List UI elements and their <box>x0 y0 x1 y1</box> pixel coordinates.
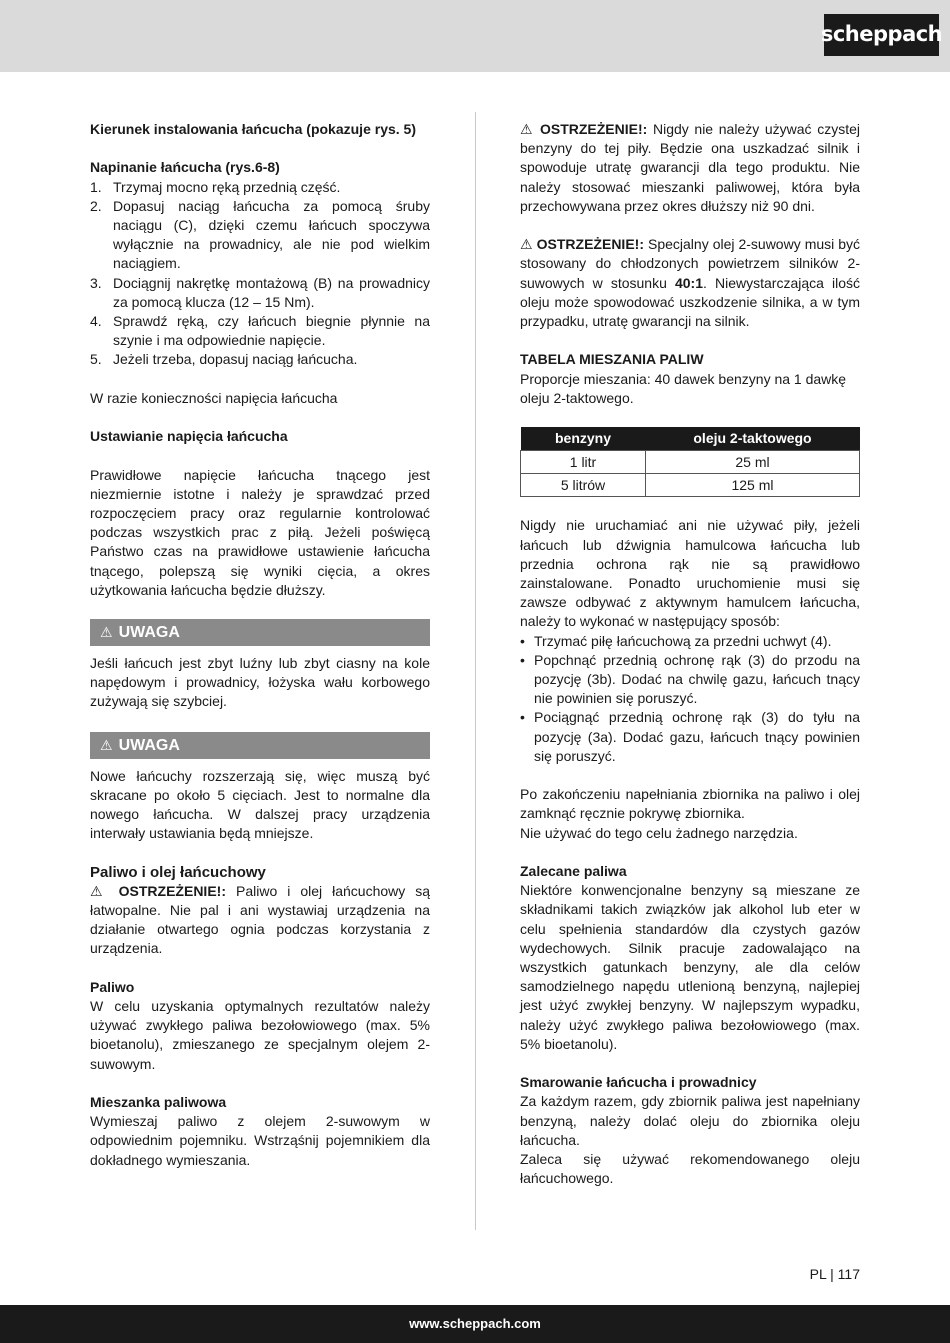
table-header-row <box>521 427 860 451</box>
heading-setting-tension: Ustawianie napięcia łańcucha <box>90 428 288 445</box>
paragraph-mix-ratio: Proporcje mieszania: 40 dawek benzyny na 1 dawkę oleju 2-taktowego. <box>520 370 847 406</box>
list-item: 4. Sprawdź ręką, czy łańcuch biegnie płynnie na szynie i ma odpowiednie napięcie. <box>90 313 430 349</box>
list-item: • Popchnąć przednią ochronę rąk (3) do przodu na pozycję (3b). Dodać na chwilę gazu, łańcuch tnący nie powinien się poruszyć. <box>520 651 860 707</box>
table-cell: 1 litr <box>521 451 646 474</box>
heading-recommended-fuel: Zalecane paliwa <box>520 863 627 880</box>
list-item: 5. Jeżeli trzeba, dopasuj naciąg łańcucha. <box>90 351 358 368</box>
warning-triangle-icon: ⚠ <box>520 121 535 137</box>
page-number: PL | 117 <box>809 1266 860 1282</box>
paragraph-uwaga-2: Nowe łańcuchy rozszerzają się, więc muszą być skracane po około 5 cięciach. Jest to normalne dla nowego łańcucha. W dalszej pracy urządzenia interwały ustawiania będą mniejsze. <box>90 767 430 842</box>
start-steps <box>520 632 860 766</box>
left-column <box>90 120 430 1170</box>
uwaga-banner: ⚠ UWAGA <box>90 619 430 646</box>
paragraph-need-tension: W razie konieczności napięcia łańcucha <box>90 389 338 406</box>
paragraph-after-fill: Po zakończeniu napełniania zbiornika na paliwo i olej zamknąć ręcznie pokrywę zbiornika. <box>520 786 860 822</box>
table-cell: 25 ml <box>646 451 860 474</box>
warning-triangle-icon: ⚠ <box>100 736 113 753</box>
heading-chain-direction: Kierunek instalowania łańcucha (pokazuje rys. 5) <box>90 121 416 137</box>
warning-triangle-icon: ⚠ <box>90 882 109 899</box>
paragraph-lubrication-2: Zaleca się używać rekomendowanego oleju łańcuchowego. <box>520 1151 860 1187</box>
warning-triangle-icon: ⚠ <box>520 236 533 253</box>
paragraph-no-tools: Nie używać do tego celu żadnego narzędzia. <box>520 824 798 841</box>
mix-table <box>520 427 860 497</box>
paragraph-warning-oil: ⚠ OSTRZEŻENIE!: Specjalny olej 2-suwowy musi być stosowany do chłodzonych powietrzem silników 2-suwowych w stosunku 40:1. Niewystarczająca ilość oleju może spowodować uszkodzenie silnika, a w tym przypadku, utratę gwarancji na silnik. <box>520 236 861 330</box>
paragraph-lubrication-1: Za każdym razem, gdy zbiornik paliwa jest napełniany benzyną, należy dolać oleju do zbiornika oleju łańcucha. <box>520 1093 860 1148</box>
heading-mix: Mieszanka paliwowa <box>90 1094 227 1111</box>
table-cell: 125 ml <box>646 474 860 497</box>
paragraph-fuel: W celu uzyskania optymalnych rezultatów należy używać zwykłego paliwa bezołowiowego (max. 5% bioetanolu), zmieszanego ze specjalnym olejem 2-suwowym. <box>90 998 430 1072</box>
paragraph-warning-pure-fuel: ⚠ OSTRZEŻENIE!: Nigdy nie należy używać czystej benzyny do tej piły. Będzie ona uszkadzać silnik i spowoduje utratę gwarancji dla tego produktu. Nie należy stosować mieszanki paliwowej, która była przechowywana przez okres dłuższy niż 90 dni. <box>520 121 860 214</box>
paragraph-mix: Wymieszaj paliwo z olejem 2-suwowym w odpowiednim pojemniku. Wstrząśnij pojemnikiem dla dokładnego wymieszania. <box>90 1113 430 1168</box>
list-item: • Pociągnąć przednią ochronę rąk (3) do tyłu na pozycję (3a). Dodać gazu, łańcuch tnący powinien się poruszyć. <box>520 709 860 764</box>
heading-lubrication: Smarowanie łańcucha i prowadnicy <box>520 1074 757 1091</box>
paragraph-recommended-fuel: Niektóre konwencjonalne benzyny są mieszane ze składnikami takich związków jak alkohol lub eter w celu spełnienia standardów dla czystych gazów wydechowych. Silnik pracuje zadowalająco na wszystkich gatunkach benzyny, ale dla celów samodzielnego napędu utlenioną benzyną, najlepiej jest użyć zwykłej benzyny. W najlepszym wypadku, należy użyć zwykłego paliwa bezołowiowego (max. 5% bioetanolu). <box>520 882 860 1052</box>
list-item: 3. Dociągnij nakrętkę montażową (B) na prowadnicy za pomocą klucza (12 – 15 Nm). <box>90 274 430 310</box>
heading-fuel: Paliwo <box>90 978 135 995</box>
paragraph-fuel-oil: ⚠ OSTRZEŻENIE!: Paliwo i olej łańcuchowy są łatwopalne. Nie pal i ani wystawiaj urządzenia na działanie otwartego ognia podczas korzystania z urządzenia. <box>90 882 431 957</box>
paragraph-start: Nigdy nie uruchamiać ani nie używać piły, jeżeli łańcuch lub dźwignia hamulcowa łańcucha lub przednia ochrona rąk nie są prawidłowo zainstalowane. Ponadto uruchomienie musi się zawsze odbywać z aktywnym hamulcem łańcucha, należy to wykonać w następujący sposób: <box>520 517 860 630</box>
right-column <box>520 120 860 1188</box>
table-row <box>521 451 860 474</box>
brand-logo: scheppach <box>824 14 939 56</box>
table-header-cell: oleju 2-taktowego <box>646 427 860 451</box>
heading-fuel-oil: Paliwo i olej łańcuchowy <box>90 863 266 881</box>
list-item: • Trzymać piłę łańcuchową za przedni uchwyt (4). <box>520 632 832 649</box>
header-bar <box>0 0 950 72</box>
heading-chain-tension: Napinanie łańcucha (rys.6-8) <box>90 159 280 176</box>
footer-bar <box>0 1305 950 1343</box>
list-item: 2. Dopasuj naciąg łańcucha za pomocą śruby naciągu (C), dzięki czemu łańcuch spoczywa wyłącznie na prowadnicy, ale nie pod wielkim naciągiem. <box>90 197 430 272</box>
warning-triangle-icon: ⚠ <box>100 623 113 640</box>
paragraph-setting-tension: Prawidłowe napięcie łańcucha tnącego jest niezmiernie istotne i należy je sprawdzać przed rozpoczęciem pracy oraz regularnie kontrolować podczas wszystkich prac z piłą. Jeżeli poświęcą Państwo czas na prawidłowe ustawienie łańcucha tnącego, polepszą się wyniki cięcia, a okres użytkowania łańcucha będzie dłuższy. <box>90 466 430 598</box>
heading-mix-table: TABELA MIESZANIA PALIW <box>520 351 704 368</box>
list-item: 1. Trzymaj mocno ręką przednią część. <box>90 178 341 195</box>
tension-steps <box>90 178 430 370</box>
uwaga-banner: ⚠ UWAGA <box>90 732 430 759</box>
table-row <box>521 474 860 497</box>
paragraph-uwaga-1: Jeśli łańcuch jest zbyt luźny lub zbyt ciasny na kole napędowym i prowadnicy, łożyska wału korbowego zużywają się szybciej. <box>90 655 430 710</box>
table-header-cell: benzyny <box>521 427 646 451</box>
footer-url[interactable]: www.scheppach.com <box>409 1316 541 1332</box>
table-cell: 5 litrów <box>521 474 646 497</box>
column-divider <box>475 112 476 1230</box>
